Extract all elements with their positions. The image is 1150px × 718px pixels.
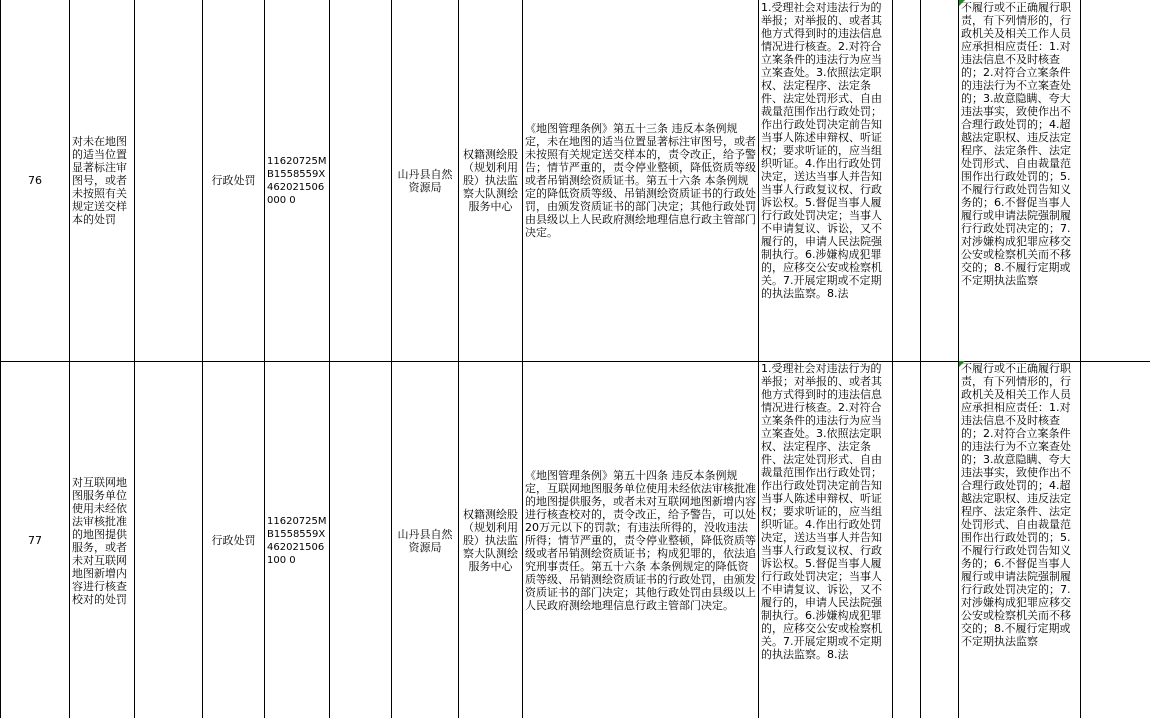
- cell-unit-text: 权籍测绘股（规划利用股）执法监察大队测绘服务中心: [463, 148, 518, 213]
- cell-item-code[interactable]: [265, 0, 330, 362]
- cell-item-name[interactable]: [70, 0, 135, 362]
- cell-item-name-text: 对未在地图的适当位置显著标注审图号，或者未按照有关规定送交样本的处罚: [72, 135, 127, 226]
- cell-item-code[interactable]: [265, 361, 330, 718]
- cell-authority[interactable]: [392, 361, 459, 718]
- comment-marker-icon: [959, 361, 965, 367]
- cell-empty[interactable]: [135, 361, 203, 718]
- cell-item-type[interactable]: [203, 0, 265, 362]
- cell-index-text: 76: [28, 174, 42, 187]
- cell-legal-basis[interactable]: [523, 0, 759, 362]
- cell-authority-text: 山丹县自然资源局: [397, 167, 453, 194]
- cell-empty[interactable]: [135, 0, 203, 362]
- cell-legal-basis-text: 《地图管理条例》第五十四条 违反本条例规定，互联网地图服务单位使用未经依法审核批准的地图提供服务，或者未对互联网地图新增内容进行核查校对的，责令改正，给予警告，可以处20万元以下的罚款；有违法所得的，没收违法所得；情节严重的，责令停业整顿，降低资质等级或者吊销测绘资质证书；构成犯罪的，依法追究刑事责任。第五十六条 本条例规定的降低资质等级、吊销测绘资质证书的行政处罚，由颁发资质证书的部门决定；其他行政处罚由县级以上人民政府测绘地理信息行政主管部门决定。: [525, 469, 756, 612]
- cell-index[interactable]: [0, 0, 70, 362]
- comment-marker-icon: [959, 0, 965, 6]
- cell-empty[interactable]: [921, 0, 959, 362]
- cell-authority-text: 山丹县自然资源局: [397, 527, 453, 554]
- cell-empty[interactable]: [893, 361, 921, 718]
- cell-unit-text: 权籍测绘股（规划利用股）执法监察大队测绘服务中心: [463, 508, 518, 573]
- cell-accountability[interactable]: [959, 0, 1081, 362]
- cell-duties-text: 1.受理社会对违法行为的举报；对举报的、或者其他方式得到时的违法信息情况进行核查。2.对符合立案条件的违法行为应当立案查处。3.依照法定职权、法定程序、法定条件、法定处罚形式、自由裁量范围作出行政处罚；作出行政处罚决定前告知当事人陈述申辩权、听证权；要求听证的，应当组织听证。4.作出行政处罚决定，送达当事人并告知当事人行政复议权、行政诉讼权。5.督促当事人履行行政处罚决定；当事人不申请复议、诉讼，又不履行的，申请人民法院强制执行。6.涉嫌构成犯罪的，应移交公安或检察机关。7.开展定期或不定期的执法监察。8.法: [761, 362, 882, 661]
- cell-empty[interactable]: [330, 361, 392, 718]
- cell-empty[interactable]: [330, 0, 392, 362]
- cell-empty[interactable]: [893, 0, 921, 362]
- cell-empty[interactable]: [1081, 0, 1150, 362]
- cell-empty[interactable]: [1081, 361, 1150, 718]
- cell-item-type-text: 行政处罚: [211, 534, 256, 547]
- cell-duties[interactable]: [759, 361, 893, 718]
- cell-legal-basis[interactable]: [523, 361, 759, 718]
- cell-accountability-text: 不履行或不正确履行职责，有下列情形的，行政机关及相关工作人员应承担相应责任：1.对违法信息不及时核查的；2.对符合立案条件的违法行为不立案查处的；3.故意隐瞒、夸大违法事实，致使作出不合理行政处罚的；4.超越法定职权、违反法定程序、法定条件、法定处罚形式、自由裁量范围作出行政处罚的；5.不履行行政处罚告知义务的；6.不督促当事人履行或申请法院强制履行行政处罚决定的；7.对涉嫌构成犯罪应移交公安或检察机关而不移交的；8.不履行定期或不定期执法监察: [961, 1, 1071, 287]
- cell-duties-text: 1.受理社会对违法行为的举报；对举报的、或者其他方式得到时的违法信息情况进行核查。2.对符合立案条件的违法行为应当立案查处。3.依照法定职权、法定程序、法定条件、法定处罚形式、自由裁量范围作出行政处罚；作出行政处罚决定前告知当事人陈述申辩权、听证权；要求听证的，应当组织听证。4.作出行政处罚决定，送达当事人并告知当事人行政复议权、行政诉讼权。5.督促当事人履行行政处罚决定；当事人不申请复议、诉讼，又不履行的，申请人民法院强制执行。6.涉嫌构成犯罪的，应移交公安或检察机关。7.开展定期或不定期的执法监察。8.法: [761, 1, 882, 300]
- cell-item-code-text: 11620725MB1558559X462021506000 0: [267, 155, 327, 206]
- cell-empty[interactable]: [921, 361, 959, 718]
- cell-unit[interactable]: [459, 0, 523, 362]
- cell-duties[interactable]: [759, 0, 893, 362]
- table-row: [0, 361, 1150, 718]
- cell-index[interactable]: [0, 361, 70, 718]
- cell-item-name-text: 对互联网地图服务单位使用未经依法审核批准的地图提供服务，或者未对互联网地图新增内容进行核查校对的处罚: [72, 475, 127, 606]
- cell-item-type[interactable]: [203, 361, 265, 718]
- cell-item-code-text: 11620725MB1558559X462021506100 0: [267, 515, 327, 566]
- cell-accountability[interactable]: [959, 361, 1081, 718]
- cell-item-type-text: 行政处罚: [211, 174, 256, 187]
- cell-unit[interactable]: [459, 361, 523, 718]
- cell-authority[interactable]: [392, 0, 459, 362]
- cell-index-text: 77: [28, 534, 42, 547]
- cell-accountability-text: 不履行或不正确履行职责，有下列情形的，行政机关及相关工作人员应承担相应责任：1.对违法信息不及时核查的；2.对符合立案条件的违法行为不立案查处的；3.故意隐瞒、夸大违法事实，致使作出不合理行政处罚的；4.超越法定职权、违反法定程序、法定条件、法定处罚形式、自由裁量范围作出行政处罚的；5.不履行行政处罚告知义务的；6.不督促当事人履行或申请法院强制履行行政处罚决定的；7.对涉嫌构成犯罪应移交公安或检察机关而不移交的；8.不履行定期或不定期执法监察: [961, 362, 1071, 648]
- cell-item-name[interactable]: [70, 361, 135, 718]
- cell-legal-basis-text: 《地图管理条例》第五十三条 违反本条例规定，未在地图的适当位置显著标注审图号，或者未按照有关规定送交样本的，责令改正，给予警告；情节严重的，责令停业整顿，降低资质等级或者吊销测绘资质证书。第五十六条 本条例规定的降低资质等级、吊销测绘资质证书的行政处罚，由颁发资质证书的部门决定；其他行政处罚由县级以上人民政府测绘地理信息行政主管部门决定。: [525, 122, 756, 239]
